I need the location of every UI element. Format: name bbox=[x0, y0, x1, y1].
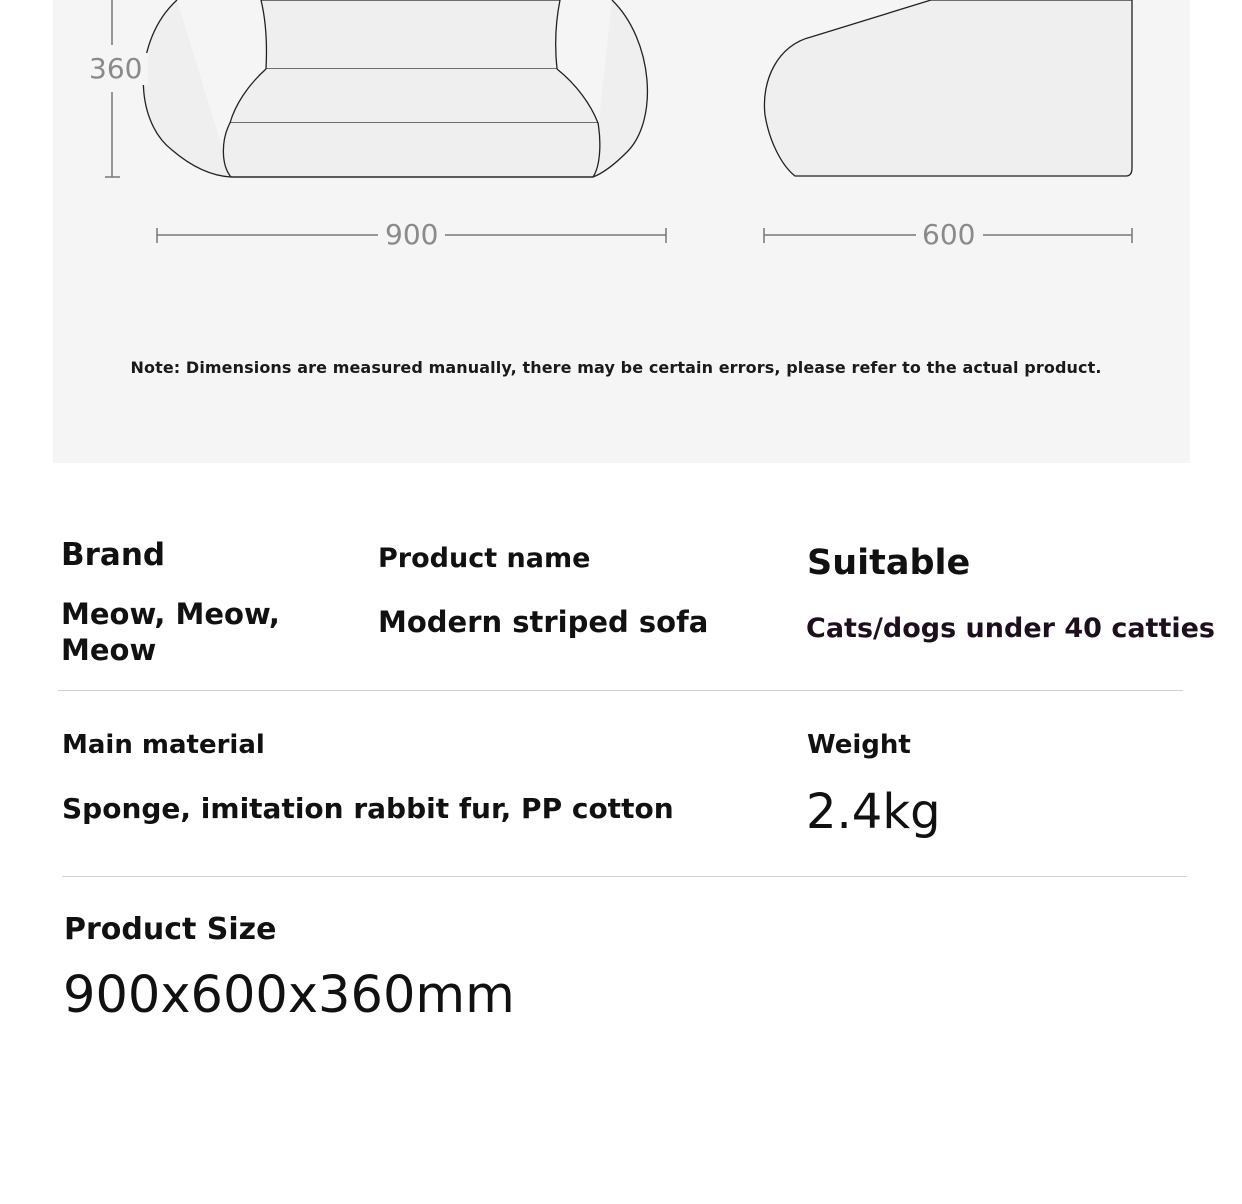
measurement-note: Note: Dimensions are measured manually, there may be certain errors, please refer to the actual product. bbox=[130, 358, 1102, 377]
sofa-side-view bbox=[764, 0, 1132, 176]
depth-value: 600 bbox=[916, 219, 981, 251]
divider bbox=[58, 690, 1183, 691]
height-dimension-line bbox=[105, 0, 120, 177]
suitable-value: Cats/dogs under 40 catties bbox=[806, 613, 1215, 644]
dimension-diagram bbox=[53, 0, 1190, 463]
main-material-value: Sponge, imitation rabbit fur, PP cotton bbox=[62, 792, 674, 825]
suitable-label: Suitable bbox=[807, 543, 971, 583]
product-name-label: Product name bbox=[378, 543, 591, 574]
product-size-value: 900x600x360mm bbox=[63, 966, 515, 1025]
width-value: 900 bbox=[379, 219, 444, 251]
weight-value: 2.4kg bbox=[806, 784, 941, 840]
height-value: 360 bbox=[83, 53, 148, 85]
main-material-label: Main material bbox=[62, 730, 265, 760]
brand-value: Meow, Meow, Meow bbox=[61, 597, 280, 667]
weight-label: Weight bbox=[807, 730, 911, 760]
sofa-drawings bbox=[53, 0, 1190, 463]
brand-label: Brand bbox=[61, 537, 166, 573]
sofa-front-view bbox=[143, 0, 647, 177]
divider bbox=[62, 876, 1187, 877]
product-name-value: Modern striped sofa bbox=[378, 605, 709, 639]
product-size-label: Product Size bbox=[64, 912, 277, 947]
